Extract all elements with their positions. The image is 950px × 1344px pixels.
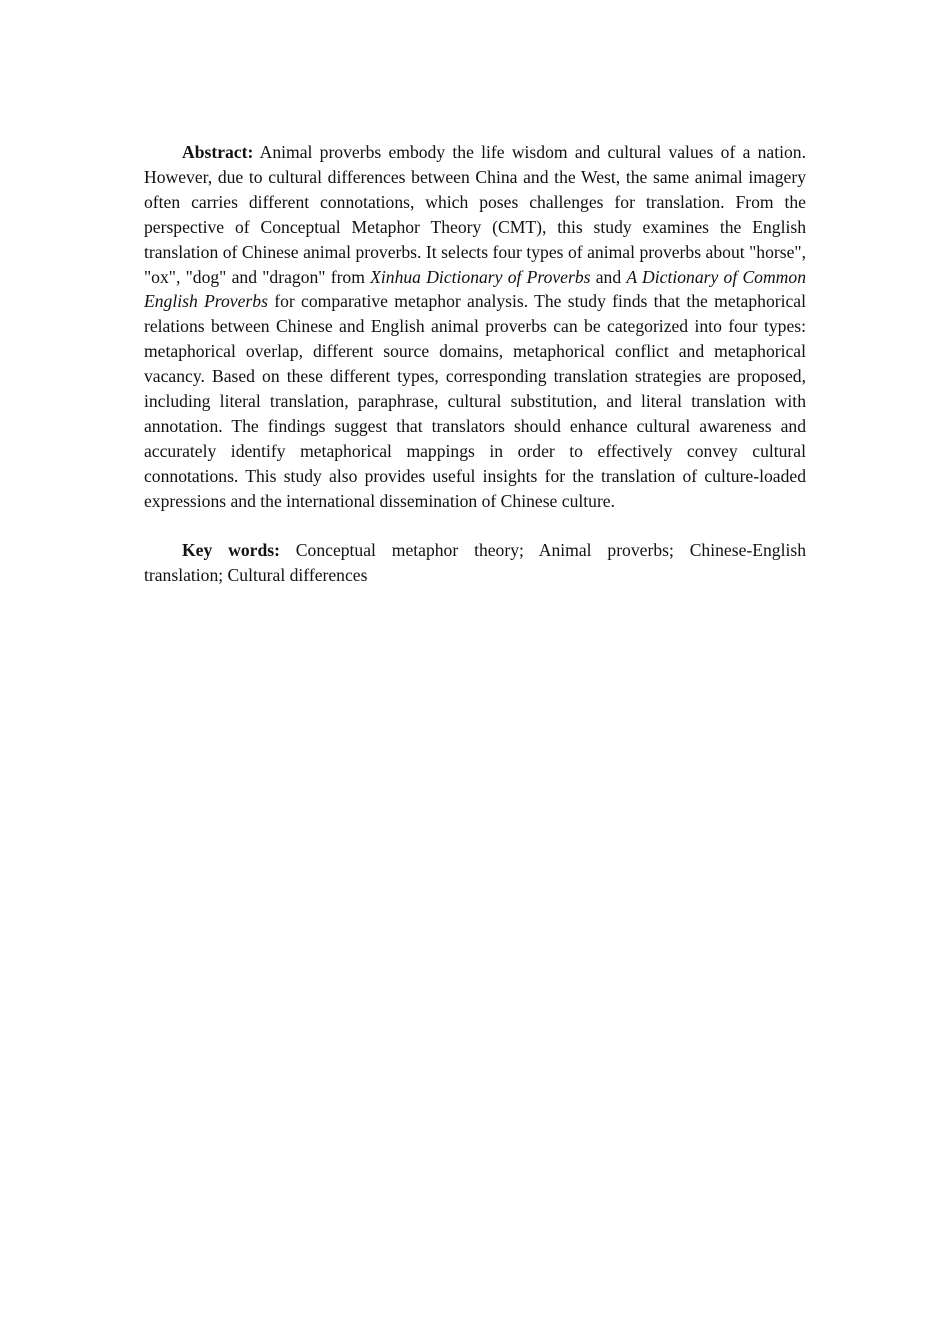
abstract-label: Abstract: [182,142,254,162]
abstract-paragraph [144,140,806,514]
abstract-connector: and [590,266,627,287]
keywords-label: Key words: [182,540,280,561]
source-title-english-proverbs: A Dictionary of Common English Proverbs [144,266,806,312]
source-title-xinhua: Xinhua Dictionary of Proverbs [370,266,591,287]
abstract-text-part-1: Animal proverbs embody the life wisdom and cultural values of a nation. However, due to cultural differences between China and the West, the same animal imagery often carries different connotations, which poses challenges for translation. From the perspective of Conceptual Metaphor Theory (CMT), this study examines the English translation of Chinese animal proverbs. It selects four types of animal proverbs about "horse", "ox", "dog" and "dragon" from [144,142,806,287]
abstract-section [144,140,806,588]
keywords-paragraph [144,538,806,588]
abstract-text-part-2: for comparative metaphor analysis. The study finds that the metaphorical relations between Chinese and English animal proverbs can be categorized into four types: metaphorical overlap, different source domains, metaphorical conflict and metaphorical vacancy. Based on these different types, corresponding translation strategies are proposed, including literal translation, paraphrase, cultural substitution, and literal translation with annotation. The findings suggest that translators should enhance cultural awareness and accurately identify metaphorical mappings in order to effectively convey cultural connotations. This study also provides useful insights for the translation of culture-loaded expressions and the international dissemination of Chinese culture. [144,291,806,511]
keywords-text: Conceptual metaphor theory; Animal proverbs; Chinese-English translation; Cultural differences [144,540,807,586]
